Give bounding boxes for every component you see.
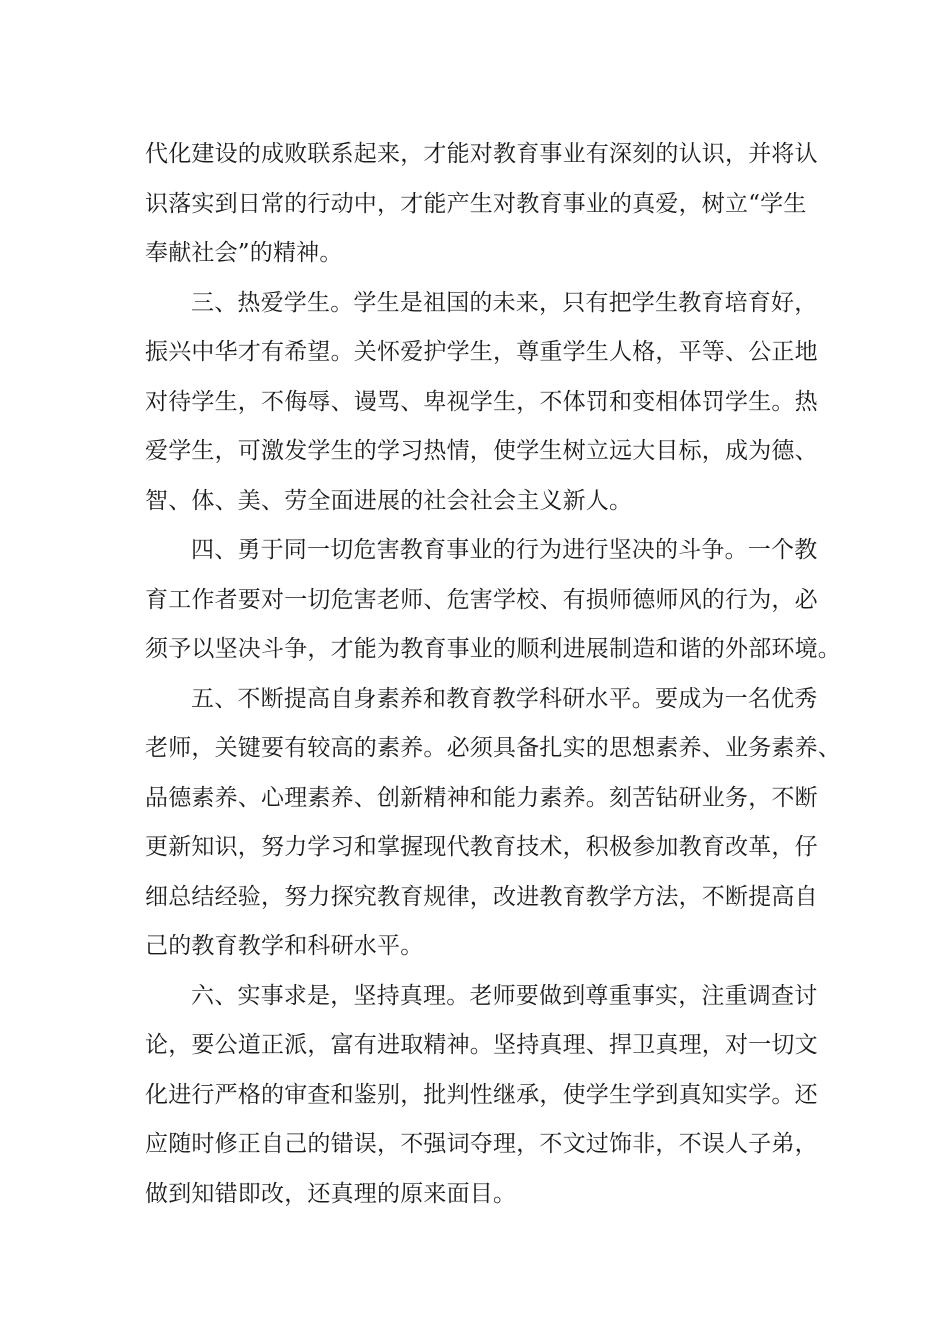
paragraph-heading-line: 三、热爱学生。学生是祖国的未来，只有把学生教育培育好， bbox=[191, 289, 818, 316]
body-line: 代化建设的成败联系起来，才能对教育事业有深刻的认识，并将认 bbox=[145, 141, 818, 167]
body-line: 爱学生，可激发学生的学习热情，使学生树立远大目标，成为德、 bbox=[145, 438, 818, 464]
body-line: 化进行严格的审查和鉴别，批判性继承，使学生学到真知实学。还 bbox=[145, 1081, 818, 1108]
body-line: 更新知识，努力学习和掌握现代教育技术，积极参加教育改革，仔 bbox=[145, 834, 818, 860]
body-line: 己的教育教学和科研水平。 bbox=[145, 933, 424, 959]
body-line: 智、体、美、劳全面进展的社会社会主义新人。 bbox=[145, 487, 633, 514]
body-line: 识落实到日常的行动中，才能产生对教育事业的真爱，树立“学生 bbox=[145, 190, 807, 217]
body-line: 老师，关键要有较高的素养。必须具备扎实的思想素养、业务素养、 bbox=[145, 735, 841, 761]
body-line: 须予以坚决斗争，才能为教育事业的顺利进展制造和谐的外部环境。 bbox=[145, 636, 841, 662]
paragraph-heading-line: 六、实事求是，坚持真理。老师要做到尊重事实，注重调查讨 bbox=[191, 982, 818, 1009]
body-line: 育工作者要对一切危害老师、危害学校、有损师德师风的行为，必 bbox=[145, 586, 818, 613]
body-line: 细总结经验，努力探究教育规律，改进教育教学方法，不断提高自 bbox=[145, 883, 818, 910]
body-line: 振兴中华才有希望。关怀爱护学生，尊重学生人格，平等、公正地 bbox=[145, 339, 818, 365]
paragraph-heading-line: 五、不断提高自身素养和教育教学科研水平。要成为一名优秀 bbox=[191, 685, 818, 712]
body-line: 论，要公道正派，富有进取精神。坚持真理、捍卫真理，对一切文 bbox=[145, 1032, 818, 1058]
body-line: 品德素养、心理素养、创新精神和能力素养。刻苦钻研业务，不断 bbox=[145, 784, 818, 811]
body-line: 对待学生，不侮辱、谩骂、卑视学生，不体罚和变相体罚学生。热 bbox=[145, 388, 818, 415]
body-line: 做到知错即改，还真理的原来面目。 bbox=[145, 1180, 517, 1207]
body-line: 应随时修正自己的错误，不强词夺理，不文过饰非，不误人子弟， bbox=[145, 1131, 818, 1157]
document-body bbox=[145, 130, 841, 1219]
body-line: 奉献社会”的精神。 bbox=[145, 240, 343, 266]
paragraph-heading-line: 四、勇于同一切危害教育事业的行为进行坚决的斗争。一个教 bbox=[191, 537, 818, 563]
